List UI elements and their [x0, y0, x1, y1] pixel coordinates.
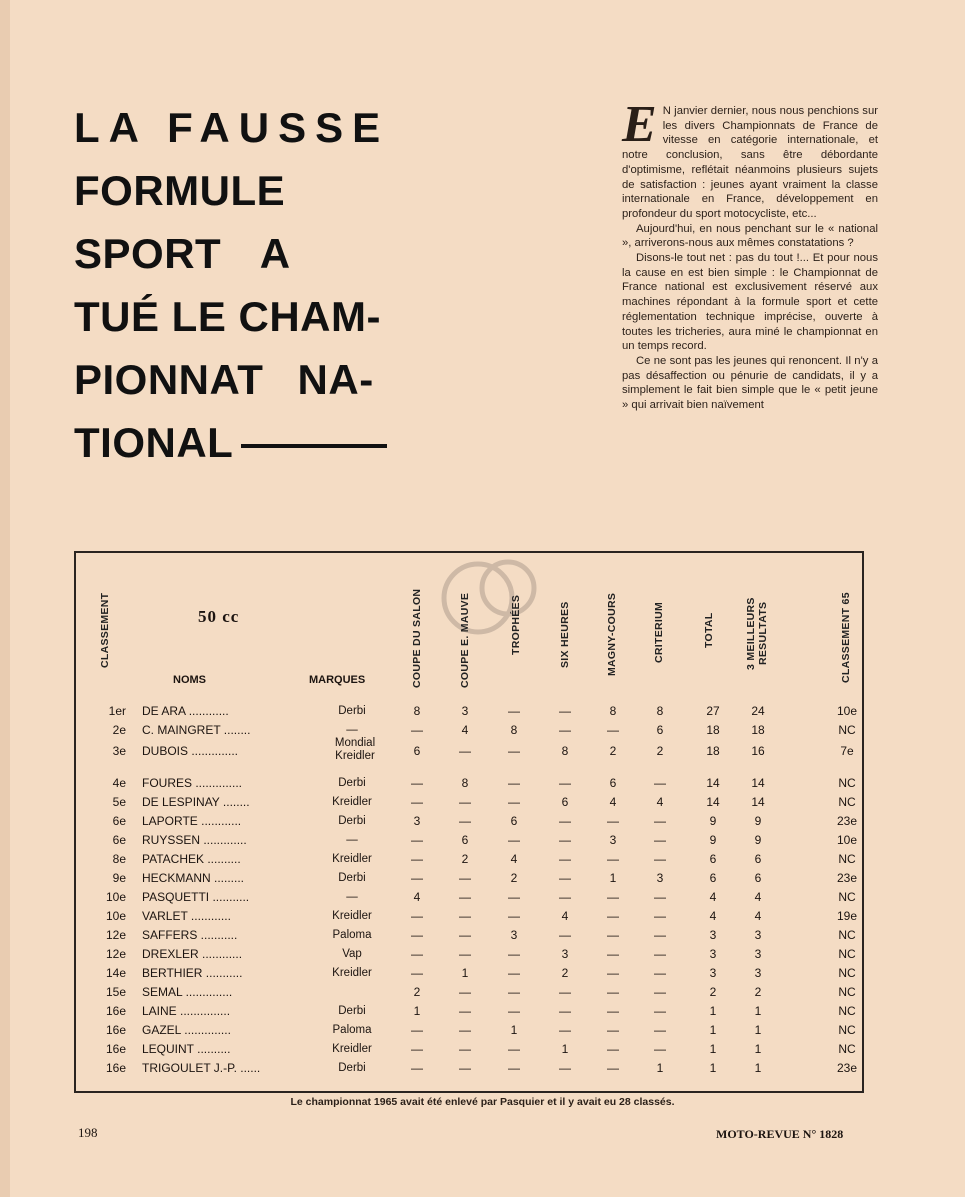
header-meilleurs: 3 MEILLEURS	[745, 597, 757, 670]
score-cell: —	[508, 776, 520, 790]
rank-cell: 10e	[105, 890, 126, 904]
header-trophees: TROPHÉES	[510, 594, 522, 655]
score-cell: 24	[751, 704, 765, 718]
score-cell: —	[508, 833, 520, 847]
score-cell: 6	[561, 795, 569, 809]
classement-65-cell: 23e	[836, 1061, 858, 1075]
score-cell: —	[508, 795, 520, 809]
score-cell: 8	[561, 744, 569, 758]
brand-cell: Paloma	[332, 929, 372, 941]
rider-name-cell: PASQUETTI ...........	[142, 890, 250, 904]
brand-cell: Kreidler	[332, 967, 372, 979]
page-number: 198	[78, 1125, 98, 1140]
score-cell: 4	[754, 909, 762, 923]
brand-cell: Kreidler	[332, 910, 372, 922]
score-cell: 18	[751, 723, 765, 737]
score-cell: 18	[706, 744, 720, 758]
score-cell: 3	[709, 947, 717, 961]
rider-name-cell: LAPORTE ............	[142, 814, 242, 828]
score-cell: 3	[561, 947, 569, 961]
score-cell: 3	[709, 966, 717, 980]
rider-name-cell: VARLET ............	[142, 909, 231, 923]
magazine-issue: MOTO-REVUE N° 1828	[716, 1127, 844, 1141]
table-row	[76, 812, 860, 831]
score-cell: —	[559, 776, 571, 790]
classement-65-cell: NC	[838, 795, 856, 809]
drop-cap: E	[622, 96, 657, 153]
score-cell: —	[607, 909, 619, 923]
table-row	[76, 964, 860, 983]
score-cell: 6	[754, 852, 762, 866]
table-row	[76, 721, 860, 740]
header-total: TOTAL	[703, 612, 715, 648]
score-cell: —	[654, 776, 666, 790]
score-cell: 6	[609, 776, 617, 790]
score-cell: 6	[656, 723, 664, 737]
header-noms: NOMS	[173, 674, 206, 686]
classement-65-cell: 23e	[836, 814, 858, 828]
score-cell: 14	[706, 776, 720, 790]
score-cell: —	[607, 1023, 619, 1037]
rider-name-cell: FOURES ..............	[142, 776, 243, 790]
table-row	[76, 831, 860, 850]
page-edge	[0, 0, 10, 1197]
score-cell: —	[411, 1042, 423, 1056]
rank-cell: 16e	[105, 1023, 126, 1037]
brand-cell: Kreidler	[332, 853, 372, 865]
score-cell: 6	[709, 852, 717, 866]
classement-65-cell: 10e	[836, 704, 858, 718]
classement-65-cell: NC	[838, 985, 856, 999]
article-body	[622, 96, 878, 413]
brand-cell: Derbi	[338, 815, 366, 827]
classement-65-cell: 23e	[836, 871, 858, 885]
score-cell: 2	[510, 871, 518, 885]
score-cell: 1	[754, 1004, 762, 1018]
score-cell: —	[607, 966, 619, 980]
score-cell: —	[508, 1042, 520, 1056]
rank-cell: 2e	[112, 723, 126, 737]
score-cell: —	[559, 871, 571, 885]
rider-name-cell: PATACHEK ..........	[142, 852, 241, 866]
table-row	[76, 1040, 860, 1059]
score-cell: 1	[413, 1004, 421, 1018]
classement-65-cell: NC	[838, 966, 856, 980]
rank-cell: 8e	[112, 852, 126, 866]
score-cell: 3	[709, 928, 717, 942]
score-cell: —	[559, 1061, 571, 1075]
score-cell: 8	[461, 776, 469, 790]
score-cell: 3	[510, 928, 518, 942]
rank-cell: 16e	[105, 1061, 126, 1075]
score-cell: 6	[461, 833, 469, 847]
score-cell: 1	[709, 1023, 717, 1037]
score-cell: —	[654, 928, 666, 942]
score-cell: —	[654, 1042, 666, 1056]
brand-cell: Derbi	[338, 777, 366, 789]
classement-65-cell: NC	[838, 890, 856, 904]
table-row	[76, 850, 860, 869]
score-cell: 9	[754, 814, 762, 828]
score-cell: 8	[656, 704, 664, 718]
brand-cell: Derbi	[338, 1062, 366, 1074]
rank-cell: 9e	[112, 871, 126, 885]
rank-cell: 5e	[112, 795, 126, 809]
score-cell: —	[411, 833, 423, 847]
rank-cell: 12e	[105, 928, 126, 942]
score-cell: 2	[461, 852, 469, 866]
rider-name-cell: DREXLER ............	[142, 947, 243, 961]
score-cell: 18	[706, 723, 720, 737]
score-cell: 6	[754, 871, 762, 885]
score-cell: —	[411, 795, 423, 809]
score-cell: —	[459, 890, 471, 904]
score-cell: —	[508, 985, 520, 999]
brand-cell: —	[346, 724, 358, 736]
score-cell: 3	[413, 814, 421, 828]
table-row	[76, 1059, 860, 1078]
classement-65-cell: 10e	[836, 833, 858, 847]
headline-line: PIONNAT NA-	[74, 356, 374, 403]
score-cell: —	[607, 1004, 619, 1018]
header-resultats: RESULTATS	[757, 601, 769, 665]
score-cell: 4	[561, 909, 569, 923]
score-cell: 1	[461, 966, 469, 980]
score-cell: —	[559, 833, 571, 847]
score-cell: —	[459, 1042, 471, 1056]
header-classement: CLASSEMENT	[99, 592, 111, 668]
rider-name-cell: LAINE ...............	[142, 1004, 231, 1018]
rank-cell: 16e	[105, 1042, 126, 1056]
score-cell: —	[508, 966, 520, 980]
brand-cell: Derbi	[338, 1005, 366, 1017]
score-cell: 14	[751, 776, 765, 790]
rank-cell: 1er	[108, 704, 126, 718]
score-cell: —	[411, 947, 423, 961]
score-cell: 1	[709, 1004, 717, 1018]
header-classement-65: CLASSEMENT 65	[840, 592, 852, 683]
rank-cell: 6e	[112, 814, 126, 828]
score-cell: —	[559, 928, 571, 942]
score-cell: 9	[709, 814, 717, 828]
score-cell: 2	[656, 744, 664, 758]
table-row	[76, 737, 860, 762]
score-cell: —	[459, 744, 471, 758]
score-cell: 4	[709, 909, 717, 923]
score-cell: —	[654, 1023, 666, 1037]
score-cell: 14	[751, 795, 765, 809]
score-cell: —	[559, 1004, 571, 1018]
headline-line-last	[74, 411, 404, 474]
score-cell: 3	[754, 947, 762, 961]
score-cell: 3	[754, 966, 762, 980]
classement-65-cell: NC	[838, 1023, 856, 1037]
score-cell: —	[459, 1004, 471, 1018]
score-cell: 2	[413, 985, 421, 999]
score-cell: —	[654, 947, 666, 961]
score-cell: —	[654, 985, 666, 999]
score-cell: —	[508, 1061, 520, 1075]
brand-cell: Derbi	[338, 705, 366, 717]
score-cell: —	[459, 1061, 471, 1075]
headline-line: TIONAL	[74, 419, 234, 466]
score-cell: 3	[461, 704, 469, 718]
headline-line: TUÉ LE CHAM-	[74, 293, 381, 340]
score-cell: —	[411, 723, 423, 737]
table-row	[76, 793, 860, 812]
score-cell: —	[654, 814, 666, 828]
classement-65-cell: NC	[838, 1004, 856, 1018]
score-cell: 4	[461, 723, 469, 737]
article-paragraph: Aujourd'hui, en nous penchant sur le « national », arriverons-nous aux mêmes constatations ?	[622, 222, 878, 250]
score-cell: —	[559, 814, 571, 828]
score-cell: —	[459, 928, 471, 942]
rider-name-cell: HECKMANN .........	[142, 871, 245, 885]
rider-name-cell: RUYSSEN .............	[142, 833, 247, 847]
classement-65-cell: NC	[838, 723, 856, 737]
rider-name-cell: BERTHIER ...........	[142, 966, 243, 980]
score-cell: 4	[609, 795, 617, 809]
score-cell: 9	[709, 833, 717, 847]
score-cell: —	[607, 852, 619, 866]
score-cell: —	[411, 909, 423, 923]
header-coupe-mauve: COUPE E. MAUVE	[459, 592, 471, 688]
score-cell: —	[607, 928, 619, 942]
score-cell: 3	[754, 928, 762, 942]
rank-cell: 10e	[105, 909, 126, 923]
table-row	[76, 888, 860, 907]
classement-65-cell: NC	[838, 852, 856, 866]
brand-cell: Mondial Kreidler	[334, 737, 376, 762]
rider-name-cell: LEQUINT ..........	[142, 1042, 231, 1056]
headline-line: FORMULE	[74, 167, 286, 214]
score-cell: 9	[754, 833, 762, 847]
score-cell: 4	[413, 890, 421, 904]
rider-name-cell: GAZEL ..............	[142, 1023, 231, 1037]
score-cell: —	[607, 985, 619, 999]
header-marques: MARQUES	[309, 674, 366, 686]
score-cell: 1	[510, 1023, 518, 1037]
score-cell: —	[411, 966, 423, 980]
score-cell: —	[508, 947, 520, 961]
classement-65-cell: NC	[838, 776, 856, 790]
score-cell: —	[607, 814, 619, 828]
rank-cell: 4e	[112, 776, 126, 790]
headline-line: SPORT A	[74, 230, 291, 277]
score-cell: —	[459, 909, 471, 923]
score-cell: —	[411, 852, 423, 866]
score-cell: —	[654, 852, 666, 866]
rider-name-cell: SEMAL ..............	[142, 985, 233, 999]
score-cell: 27	[706, 704, 720, 718]
score-cell: —	[607, 890, 619, 904]
score-cell: —	[459, 947, 471, 961]
score-cell: —	[607, 723, 619, 737]
score-cell: —	[559, 723, 571, 737]
score-cell: 4	[709, 890, 717, 904]
score-cell: —	[508, 744, 520, 758]
score-cell: 1	[754, 1061, 762, 1075]
rank-cell: 6e	[112, 833, 126, 847]
score-cell: 4	[754, 890, 762, 904]
score-cell: 4	[656, 795, 664, 809]
score-cell: —	[411, 1061, 423, 1075]
rank-cell: 3e	[112, 744, 126, 758]
rider-name-cell: DE ARA ............	[142, 704, 229, 718]
score-cell: 1	[709, 1061, 717, 1075]
rider-name-cell: DE LESPINAY ........	[142, 795, 250, 809]
score-cell: 8	[413, 704, 421, 718]
score-cell: —	[559, 985, 571, 999]
table-row	[76, 869, 860, 888]
header-magny-cours: MAGNY-COURS	[606, 592, 618, 676]
score-cell: 3	[656, 871, 664, 885]
score-cell: —	[607, 1042, 619, 1056]
rank-cell: 14e	[105, 966, 126, 980]
table-row	[76, 983, 860, 1002]
header-criterium: CRITERIUM	[653, 601, 665, 663]
score-cell: 1	[609, 871, 617, 885]
classement-65-cell: NC	[838, 947, 856, 961]
score-cell: —	[559, 1023, 571, 1037]
score-cell: —	[559, 890, 571, 904]
score-cell: —	[508, 890, 520, 904]
score-cell: —	[459, 814, 471, 828]
header-coupe-salon: COUPE DU SALON	[411, 588, 423, 688]
rank-cell: 15e	[105, 985, 126, 999]
classement-65-cell: NC	[838, 1042, 856, 1056]
brand-cell: Derbi	[338, 872, 366, 884]
table-row	[76, 926, 860, 945]
score-cell: 2	[609, 744, 617, 758]
score-cell: 3	[609, 833, 617, 847]
score-cell: —	[508, 1004, 520, 1018]
header-six-heures: SIX HEURES	[559, 601, 571, 668]
score-cell: 1	[561, 1042, 569, 1056]
category-title: 50 cc	[198, 607, 240, 626]
table-row	[76, 1021, 860, 1040]
table-footnote: Le championnat 1965 avait été enlevé par Pasquier et il y avait eu 28 classés.	[290, 1096, 675, 1108]
table-row	[76, 945, 860, 964]
score-cell: 2	[561, 966, 569, 980]
brand-cell: Kreidler	[332, 796, 372, 808]
article-paragraph: N janvier dernier, nous nous penchions sur les divers Championnats de France de vitesse en catégorie internationale, et notre conclusion, sans être débordante d'optimisme, reflétait néanmoins plusieurs sujets de satisfaction : jeunes ayant vraiment la classe internationale en France, développement en profondeur du sport motocycliste, etc...	[622, 105, 878, 220]
headline-line: LA FAUSSE	[74, 104, 390, 151]
score-cell: —	[607, 947, 619, 961]
score-cell: —	[508, 909, 520, 923]
score-cell: —	[654, 833, 666, 847]
score-cell: 6	[413, 744, 421, 758]
score-cell: 14	[706, 795, 720, 809]
table-row	[76, 1002, 860, 1021]
rider-name-cell: C. MAINGRET ........	[142, 723, 251, 737]
score-cell: —	[459, 1023, 471, 1037]
table-row	[76, 907, 860, 926]
score-cell: —	[654, 890, 666, 904]
score-cell: 2	[754, 985, 762, 999]
score-cell: —	[607, 1061, 619, 1075]
brand-cell: Paloma	[332, 1024, 372, 1036]
table-row	[76, 774, 860, 793]
score-cell: —	[654, 966, 666, 980]
classement-65-cell: 19e	[836, 909, 858, 923]
score-cell: 1	[754, 1023, 762, 1037]
headline	[74, 96, 404, 474]
rider-name-cell: SAFFERS ...........	[142, 928, 238, 942]
score-cell: 1	[656, 1061, 664, 1075]
score-cell: —	[459, 795, 471, 809]
score-cell: —	[411, 928, 423, 942]
score-cell: —	[654, 909, 666, 923]
score-cell: —	[459, 871, 471, 885]
score-cell: 1	[754, 1042, 762, 1056]
score-cell: —	[559, 704, 571, 718]
score-cell: 8	[510, 723, 518, 737]
brand-cell: —	[346, 834, 358, 846]
score-cell: —	[411, 871, 423, 885]
score-cell: 8	[609, 704, 617, 718]
score-cell: 2	[709, 985, 717, 999]
article-paragraph: Ce ne sont pas les jeunes qui renoncent. Il n'y a pas désaffection ou pénurie de candidats, il y a simplement le fait bien simple que le « petit jeune » qui arrivait bien naïvement	[622, 354, 878, 412]
score-cell: 1	[709, 1042, 717, 1056]
score-cell: —	[411, 1023, 423, 1037]
rider-name-cell: TRIGOULET J.-P. ......	[142, 1061, 261, 1075]
score-cell: —	[654, 1004, 666, 1018]
score-cell: —	[508, 704, 520, 718]
score-cell: —	[559, 852, 571, 866]
score-cell: 6	[510, 814, 518, 828]
score-cell: —	[411, 776, 423, 790]
brand-cell: Vap	[342, 948, 362, 960]
brand-cell: —	[346, 891, 358, 903]
headline-rule	[241, 444, 387, 448]
rider-name-cell: DUBOIS ..............	[142, 744, 239, 758]
score-cell: 6	[709, 871, 717, 885]
score-cell: 16	[751, 744, 765, 758]
score-cell: 4	[510, 852, 518, 866]
score-cell: —	[459, 985, 471, 999]
table-row	[76, 702, 860, 721]
rank-cell: 16e	[105, 1004, 126, 1018]
classement-65-cell: NC	[838, 928, 856, 942]
classement-65-cell: 7e	[840, 744, 854, 758]
article-paragraph: Disons-le tout net : pas du tout !... Et pour nous la cause en est bien simple : le Championnat de France national est exclusivement réservé aux machines répondant à la formule sport et cette réglementation technique imprécise, ouverte à toutes les tricheries, aura miné le championnat en un temps record.	[622, 252, 878, 353]
rank-cell: 12e	[105, 947, 126, 961]
brand-cell: Kreidler	[332, 1043, 372, 1055]
